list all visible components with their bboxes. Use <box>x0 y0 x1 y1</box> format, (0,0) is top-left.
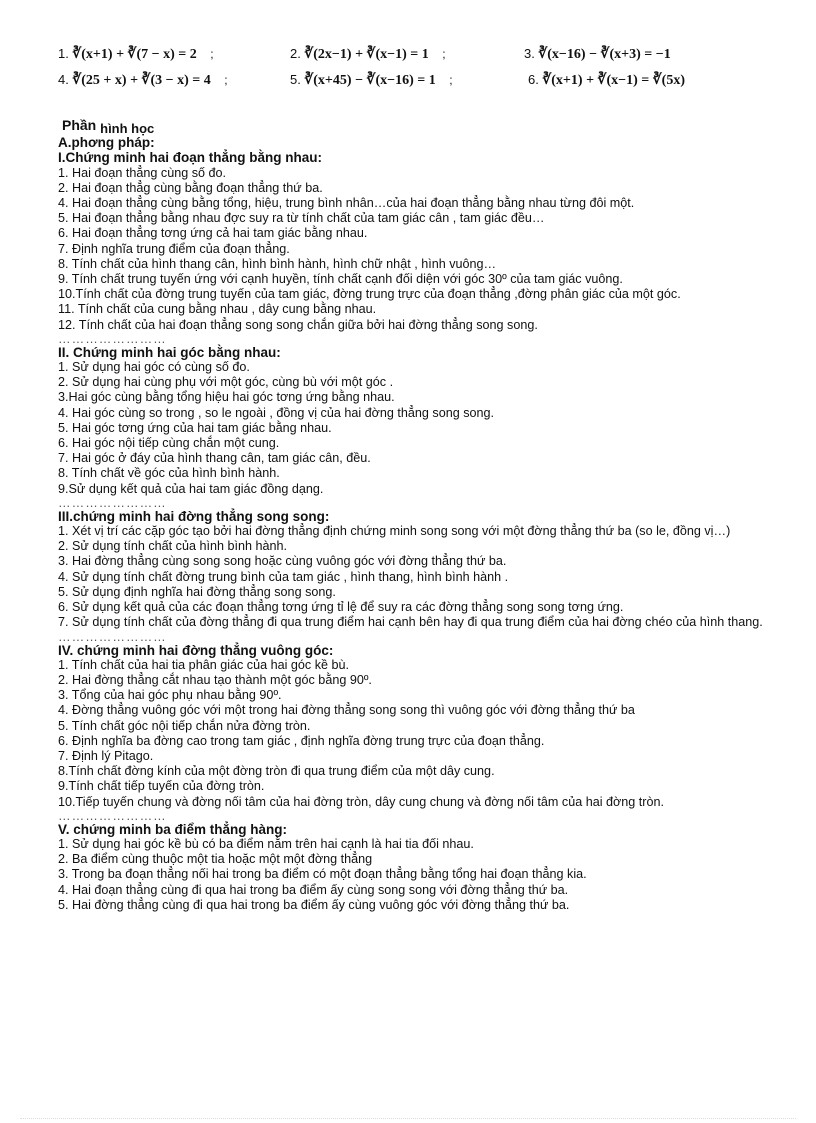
list-item: 2. Hai đờng thẳng cắt nhau tạo thành một góc bằng 90º. <box>58 672 372 687</box>
list-item: 9.Sử dụng kết quả của hai tam giác đồng dạng. <box>58 481 324 496</box>
list-item: 6. Hai góc nội tiếp cùng chắn một cung. <box>58 436 280 451</box>
equation-separator: ; <box>449 73 453 87</box>
part-title-sub: hình học <box>100 121 155 136</box>
list-item: 10.Tính chất của đờng trung tuyến của tam giác, đờng trung trực của đoạn thẳng ,đờng phân giác của một góc. <box>58 287 681 302</box>
list-item: 5. Tính chất góc nội tiếp chắn nửa đờng tròn. <box>58 718 311 733</box>
equation-number: 2. <box>290 46 301 61</box>
equation-number: 5. <box>290 72 301 87</box>
section-heading: II. Chứng minh hai góc bằng nhau: <box>58 344 281 360</box>
list-item: 9.Tính chất tiếp tuyến của đờng tròn. <box>58 779 265 794</box>
list-item: 3. Tổng của hai góc phụ nhau bằng 90º. <box>58 688 282 703</box>
list-item: 1. Hai đoạn thẳng cùng số đo. <box>58 165 227 180</box>
list-item: 2. Sử dụng hai cùng phụ với một góc, cùng bù với một góc . <box>58 375 394 390</box>
list-item: 5. Sử dụng định nghĩa hai đờng thẳng song song. <box>58 584 336 599</box>
list-item: 8. Tính chất về góc của hình bình hành. <box>58 466 280 481</box>
section-heading: I.Chứng minh hai đoạn thẳng bằng nhau: <box>58 150 323 166</box>
list-item: 1. Sử dụng hai góc kề bù có ba điểm nằm trên hai cạnh là hai tia đối nhau. <box>58 836 474 851</box>
part-title-main: Phần <box>62 117 97 133</box>
list-item: 4. Đờng thẳng vuông góc với một trong hai đờng thẳng song song thì vuông góc với đờng thẳng thứ ba <box>58 703 635 718</box>
equation-number: 6. <box>528 72 539 87</box>
section-heading: IV. chứng minh hai đờng thẳng vuông góc: <box>58 642 334 658</box>
equation-5 <box>290 72 453 89</box>
list-item: 8.Tính chất đờng kính của một đờng tròn đi qua trung điểm của một dây cung. <box>58 764 495 779</box>
equation-number: 4. <box>58 72 69 87</box>
list-item: 1. Sử dụng hai góc có cùng số đo. <box>58 360 250 375</box>
list-item: 3. Trong ba đoạn thẳng nối hai trong ba điểm có một đoạn thẳng bằng tổng hai đoạn thẳng kia. <box>58 867 587 882</box>
list-item: 5. Hai đoạn thẳng bằng nhau đợc suy ra từ tính chất của tam giác cân , tam giác đều… <box>58 211 545 226</box>
equation-number: 3. <box>524 46 535 61</box>
equation-1 <box>58 46 214 63</box>
equation-expression: ∛(x+1) + ∛(7 − x) = 2 <box>72 47 197 62</box>
list-item: 4. Sử dụng tính chất đờng trung bình của tam giác , hình thang, hình bình hành . <box>58 569 509 584</box>
list-item: 1. Tính chất của hai tia phân giác của hai góc kề bù. <box>58 657 350 672</box>
dotted-separator: …………………… <box>58 331 167 346</box>
list-item: 7. Hai góc ở đáy của hình thang cân, tam giác cân, đều. <box>58 451 371 466</box>
equation-expression: ∛(x+45) − ∛(x−16) = 1 <box>304 73 436 88</box>
equation-separator: ; <box>210 47 214 61</box>
equation-expression: ∛(25 + x) + ∛(3 − x) = 4 <box>72 73 211 88</box>
equation-6 <box>528 72 695 89</box>
list-item: 4. Hai đoạn thẳng cùng đi qua hai trong ba điểm ấy cùng song song với đờng thẳng thứ ba. <box>58 882 569 897</box>
list-item: 12. Tính chất của hai đoạn thẳng song song chắn giữa bởi hai đờng thẳng song song. <box>58 317 538 332</box>
equation-4 <box>58 72 228 89</box>
list-item: 6. Hai đoạn thẳng tơng ứng cả hai tam giác bằng nhau. <box>58 226 368 241</box>
list-item: 3. Hai đờng thẳng cùng song song hoặc cùng vuông góc với đờng thẳng thứ ba. <box>58 554 507 569</box>
equation-expression: ∛(x+1) + ∛(x−1) = ∛(5x) <box>542 73 685 88</box>
method-heading: A.phơng pháp: <box>58 135 155 151</box>
list-item: 9. Tính chất trung tuyến ứng với cạnh huyền, tính chất cạnh đối diện với góc 30º của tam giác vuông. <box>58 272 623 287</box>
list-item: 7. Sử dụng tính chất của đờng thẳng đi qua trung điểm hai cạnh bên hay đi qua trung điểm của hai đờng chéo của hình thang. <box>58 615 763 630</box>
list-item: 8. Tính chất của hình thang cân, hình bình hành, hình chữ nhật , hình vuông… <box>58 256 497 271</box>
section-heading: III.chứng minh hai đờng thẳng song song: <box>58 508 330 524</box>
list-item: 1. Xét vị trí các cặp góc tạo bởi hai đờng thẳng định chứng minh song song với một đờng thẳng thứ ba (so le, đồng vị…) <box>58 524 731 539</box>
equation-3 <box>524 46 681 63</box>
list-item: 5. Hai góc tơng ứng của hai tam giác bằng nhau. <box>58 420 332 435</box>
equation-2 <box>290 46 446 63</box>
list-item: 5. Hai đờng thẳng cùng đi qua hai trong ba điểm ấy cùng vuông góc với đờng thẳng thứ ba. <box>58 897 570 912</box>
equation-expression: ∛(2x−1) + ∛(x−1) = 1 <box>304 47 429 62</box>
dotted-separator: …………………… <box>58 495 167 510</box>
part-title <box>62 117 774 136</box>
list-item: 2. Sử dụng tính chất của hình bình hành. <box>58 539 287 554</box>
list-item: 4. Hai góc cùng so trong , so le ngoài , đồng vị của hai đờng thẳng song song. <box>58 405 495 420</box>
list-item: 2. Hai đoạn thẳg cùng bằng đoạn thẳng thứ ba. <box>58 180 323 195</box>
list-item: 6. Sử dụng kết quả của các đoạn thẳng tơng ứng tỉ lệ để suy ra các đờng thẳng song song tơng ứng. <box>58 600 624 615</box>
geometry-section <box>58 118 774 913</box>
list-item: 4. Hai đoạn thẳng cùng bằng tổng, hiệu, trung bình nhân…của hai đoạn thẳng bằng nhau từng đôi một. <box>58 196 635 211</box>
page-footer-rule <box>20 1118 796 1119</box>
list-item: 10.Tiếp tuyến chung và đờng nối tâm của hai đờng tròn, dây cung chung và đờng nối tâm của hai đờng tròn. <box>58 794 664 809</box>
section-heading: V. chứng minh ba điểm thẳng hàng: <box>58 821 288 837</box>
equation-separator: ; <box>442 47 446 61</box>
list-item: 7. Định nghĩa trung điểm của đoạn thẳng. <box>58 241 290 256</box>
dotted-separator: …………………… <box>58 629 167 644</box>
list-item: 7. Định lý Pitago. <box>58 748 154 763</box>
list-item: 3.Hai góc cùng bằng tổng hiệu hai góc tơng ứng bằng nhau. <box>58 390 395 405</box>
list-item: 2. Ba điểm cùng thuộc một tia hoặc một một đờng thẳng <box>58 852 373 867</box>
list-item: 6. Định nghĩa ba đờng cao trong tam giác , định nghĩa đờng trung trực của đoạn thẳng. <box>58 733 545 748</box>
equation-number: 1. <box>58 46 69 61</box>
dotted-separator: …………………… <box>58 808 167 823</box>
list-item: 11. Tính chất của cung bằng nhau , dây cung bằng nhau. <box>58 302 377 317</box>
equation-expression: ∛(x−16) − ∛(x+3) = −1 <box>538 47 671 62</box>
equation-separator: ; <box>224 73 228 87</box>
